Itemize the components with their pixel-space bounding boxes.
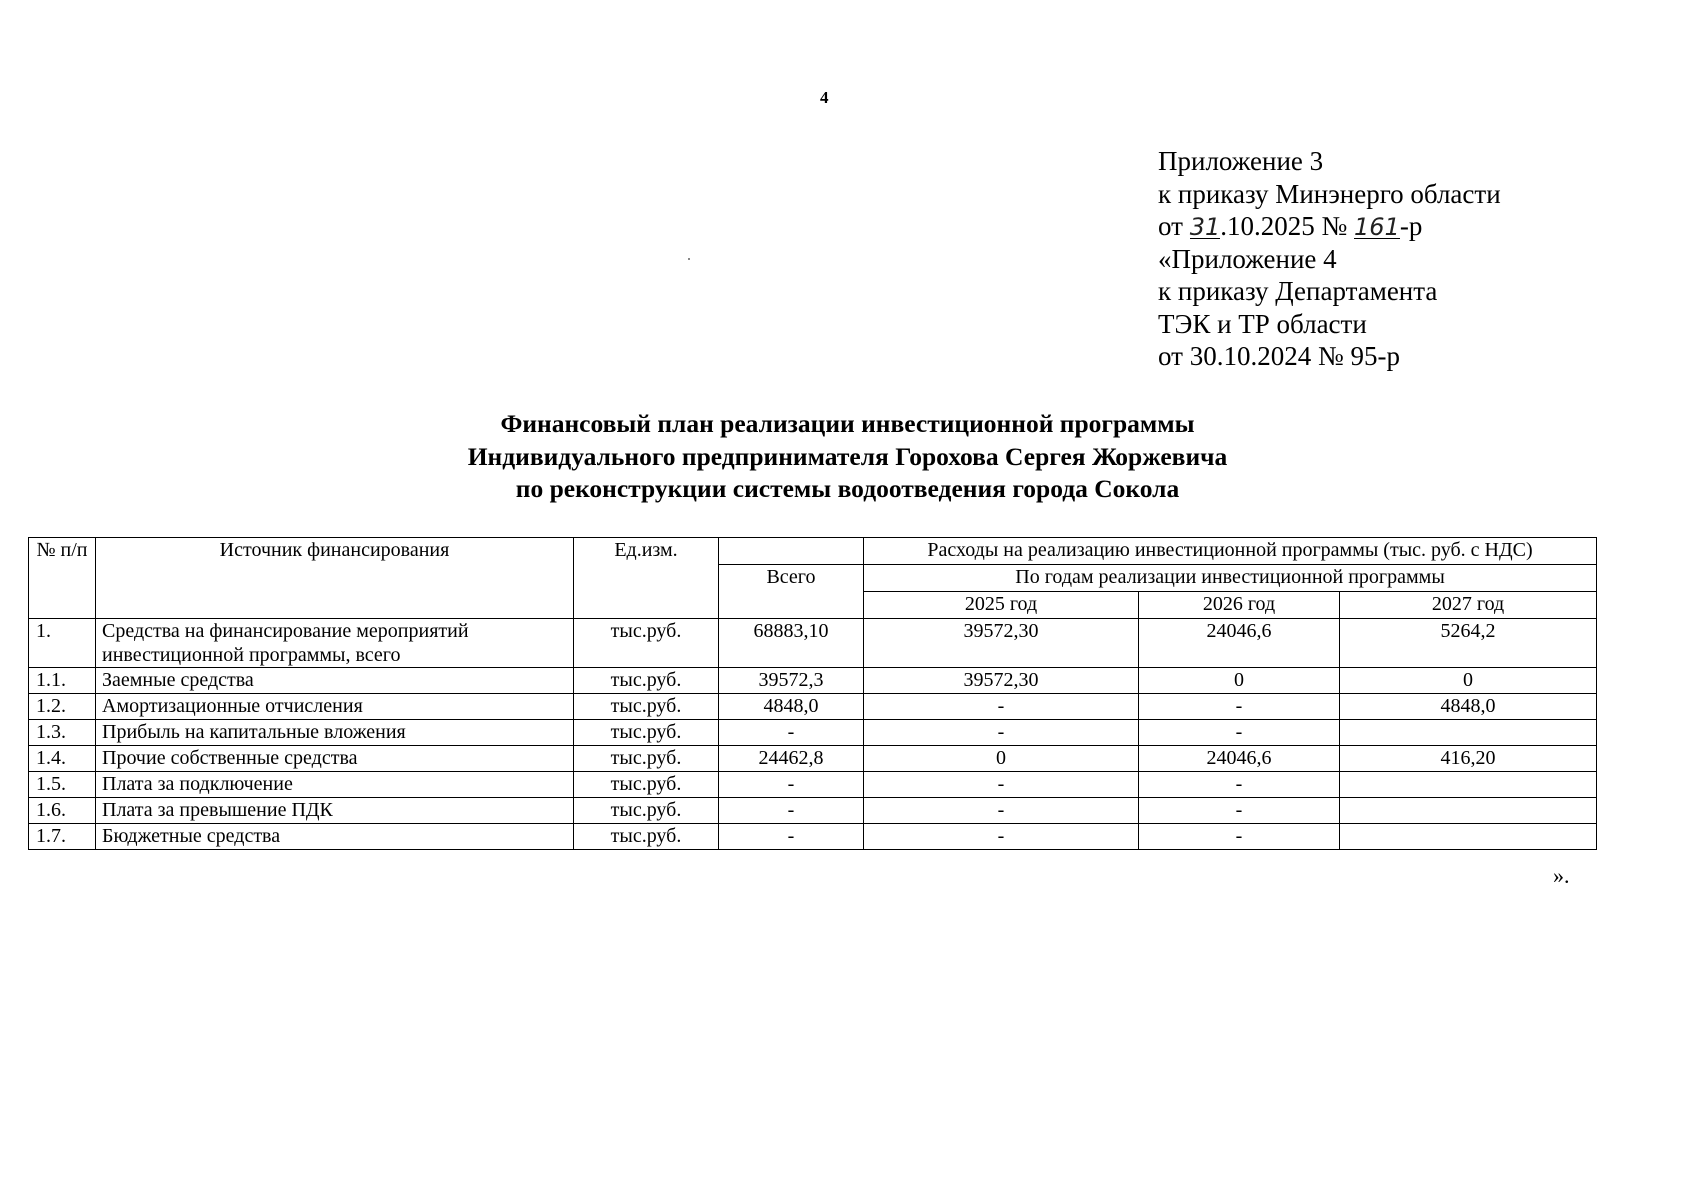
row-num: 1.7. <box>29 824 96 850</box>
appendix-order-suffix: -р <box>1399 211 1423 241</box>
row-num: 1. <box>29 619 96 668</box>
appendix-line-7: от 30.10.2024 № 95-р <box>1158 341 1400 371</box>
row-num: 1.6. <box>29 798 96 824</box>
row-unit: тыс.руб. <box>574 824 719 850</box>
row-2026: 0 <box>1139 668 1340 694</box>
row-unit: тыс.руб. <box>574 619 719 668</box>
financial-plan-table <box>28 537 1597 850</box>
row-2026: - <box>1139 694 1340 720</box>
row-num: 1.1. <box>29 668 96 694</box>
appendix-line-4: «Приложение 4 <box>1158 243 1337 274</box>
row-2027: 0 <box>1340 668 1597 694</box>
handwritten-order-number: 161 <box>1354 213 1400 241</box>
row-num: 1.2. <box>29 694 96 720</box>
row-2025: 0 <box>864 746 1139 772</box>
row-2027: 4848,0 <box>1340 694 1597 720</box>
row-total: 68883,10 <box>719 619 864 668</box>
row-2025: - <box>864 772 1139 798</box>
document-title <box>0 408 1695 506</box>
row-total: - <box>719 720 864 746</box>
row-source: Бюджетные средства <box>96 824 574 850</box>
header-expenses: Расходы на реализацию инвестиционной программы (тыс. руб. с НДС) <box>864 538 1597 565</box>
table-row <box>29 824 1597 850</box>
row-2025: - <box>864 720 1139 746</box>
row-2027 <box>1340 772 1597 798</box>
row-source: Прочие собственные средства <box>96 746 574 772</box>
closing-quote: ». <box>1553 863 1570 888</box>
appendix-line-2: к приказу Минэнерго области <box>1158 178 1501 209</box>
appendix-line-6: ТЭК и ТР области <box>1158 308 1367 339</box>
row-total: - <box>719 824 864 850</box>
row-total: - <box>719 772 864 798</box>
row-source: Заемные средства <box>96 668 574 694</box>
page-number: 4 <box>820 88 829 107</box>
scan-speck <box>688 258 690 260</box>
table-row <box>29 798 1597 824</box>
row-2026: 24046,6 <box>1139 619 1340 668</box>
table-row <box>29 668 1597 694</box>
row-2027: 416,20 <box>1340 746 1597 772</box>
row-2026: - <box>1139 798 1340 824</box>
row-2027 <box>1340 824 1597 850</box>
appendix-line-1: Приложение 3 <box>1158 146 1324 176</box>
table-row <box>29 720 1597 746</box>
row-2025: - <box>864 694 1139 720</box>
row-total: 39572,3 <box>719 668 864 694</box>
header-by-years: По годам реализации инвестиционной программы <box>864 565 1597 592</box>
appendix-line-3 <box>1158 210 1501 243</box>
table-row <box>29 772 1597 798</box>
table-row <box>29 694 1597 720</box>
appendix-date-mid: .10.2025 № <box>1220 211 1355 241</box>
row-source: Плата за подключение <box>96 772 574 798</box>
header-total: Всего <box>719 565 864 619</box>
row-source: Плата за превышение ПДК <box>96 798 574 824</box>
row-total: - <box>719 798 864 824</box>
row-2027: 5264,2 <box>1340 619 1597 668</box>
appendix-date-prefix: от <box>1158 211 1190 241</box>
table-row <box>29 619 1597 668</box>
row-unit: тыс.руб. <box>574 720 719 746</box>
row-total: 4848,0 <box>719 694 864 720</box>
header-unit: Ед.изм. <box>574 538 719 619</box>
row-num: 1.4. <box>29 746 96 772</box>
row-source: Прибыль на капитальные вложения <box>96 720 574 746</box>
title-line-1: Финансовый план реализации инвестиционной программы <box>500 409 1195 438</box>
title-line-3: по реконструкции системы водоотведения города Сокола <box>515 474 1180 503</box>
row-source: Амортизационные отчисления <box>96 694 574 720</box>
header-source: Источник финансирования <box>96 538 574 619</box>
row-total: 24462,8 <box>719 746 864 772</box>
row-2026: - <box>1139 720 1340 746</box>
handwritten-day: 31 <box>1189 213 1221 241</box>
row-2025: - <box>864 824 1139 850</box>
row-num: 1.3. <box>29 720 96 746</box>
row-2027 <box>1340 720 1597 746</box>
row-unit: тыс.руб. <box>574 746 719 772</box>
row-2025: - <box>864 798 1139 824</box>
row-num: 1.5. <box>29 772 96 798</box>
header-year-2026: 2026 год <box>1139 592 1340 619</box>
title-line-2: Индивидуального предпринимателя Горохова Сергея Жоржевича <box>467 441 1228 471</box>
header-year-2027: 2027 год <box>1340 592 1597 619</box>
row-unit: тыс.руб. <box>574 772 719 798</box>
table-row <box>29 746 1597 772</box>
appendix-block <box>1158 145 1501 373</box>
header-year-2025: 2025 год <box>864 592 1139 619</box>
row-2025: 39572,30 <box>864 668 1139 694</box>
row-unit: тыс.руб. <box>574 798 719 824</box>
appendix-line-5: к приказу Департамента <box>1158 276 1438 306</box>
header-num: № п/п <box>29 538 96 619</box>
row-2026: 24046,6 <box>1139 746 1340 772</box>
row-2026: - <box>1139 824 1340 850</box>
row-2026: - <box>1139 772 1340 798</box>
header-total-top-blank <box>719 538 864 565</box>
row-2025: 39572,30 <box>864 619 1139 668</box>
row-unit: тыс.руб. <box>574 694 719 720</box>
row-source: Средства на финансирование мероприятий инвестиционной программы, всего <box>96 619 574 668</box>
row-2027 <box>1340 798 1597 824</box>
row-unit: тыс.руб. <box>574 668 719 694</box>
